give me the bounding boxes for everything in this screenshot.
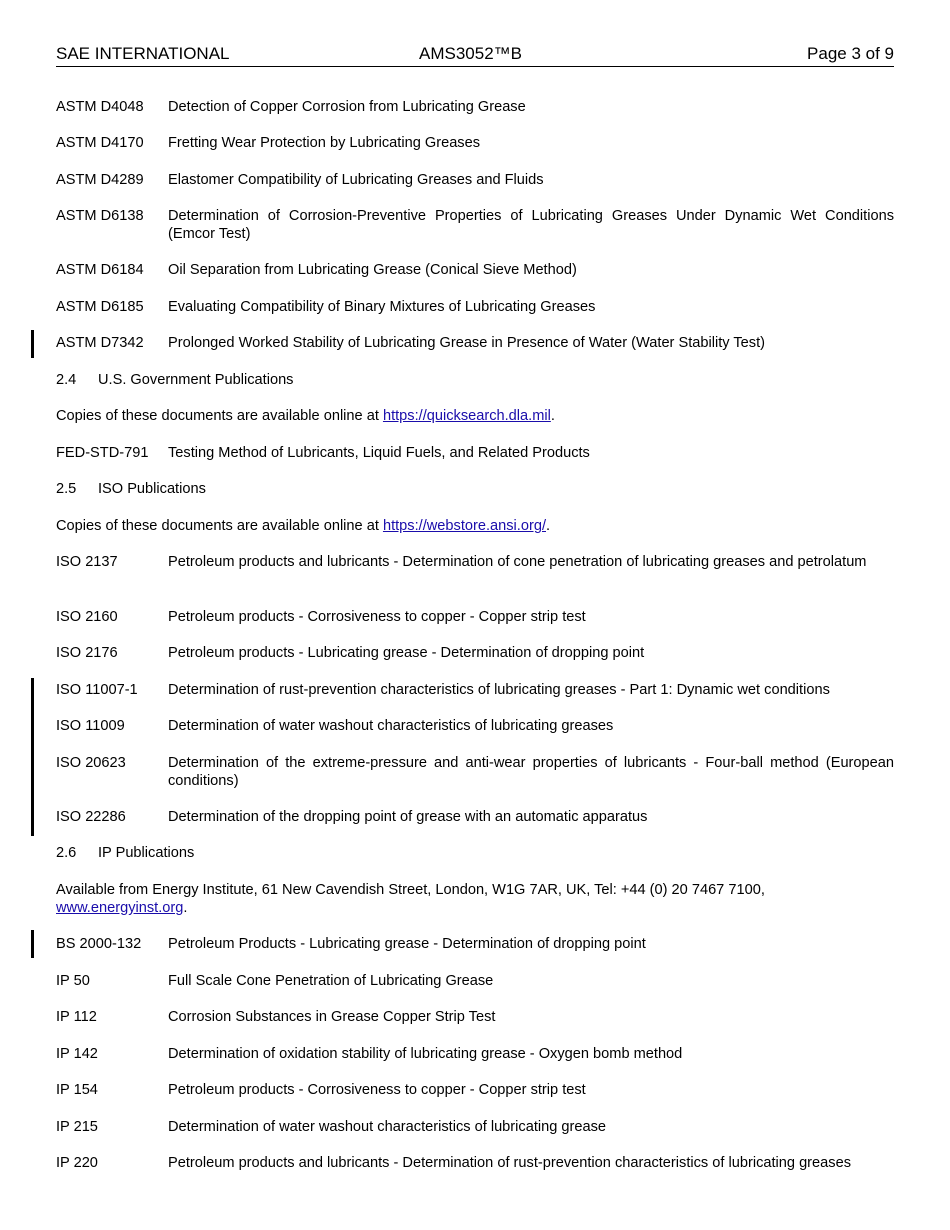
reference-code: ISO 11007-1 xyxy=(56,682,138,698)
reference-title: Petroleum products - Lubricating grease - Determination of dropping point xyxy=(168,645,645,661)
reference-code: ISO 22286 xyxy=(56,809,126,825)
reference-code: IP 50 xyxy=(56,973,90,989)
reference-code: ASTM D4289 xyxy=(56,172,144,188)
reference-title: Oil Separation from Lubricating Grease (Conical Sieve Method) xyxy=(168,262,577,278)
reference-code: IP 112 xyxy=(56,1009,97,1025)
reference-title: Elastomer Compatibility of Lubricating Greases and Fluids xyxy=(168,172,544,188)
reference-code: ISO 20623 xyxy=(56,755,126,771)
reference-title: Corrosion Substances in Grease Copper Strip Test xyxy=(168,1009,496,1025)
page-header xyxy=(56,44,894,67)
reference-title: Petroleum products and lubricants - Determination of rust-prevention characteristics of lubricating greases xyxy=(168,1155,851,1171)
reference-code: BS 2000-132 xyxy=(56,936,142,952)
reference-code: IP 154 xyxy=(56,1082,98,1098)
section-number: 2.5 xyxy=(56,481,77,497)
revision-bar xyxy=(31,930,34,958)
reference-title: Evaluating Compatibility of Binary Mixtures of Lubricating Greases xyxy=(168,299,596,315)
reference-code: ASTM D6138 xyxy=(56,208,144,224)
availability-paragraph xyxy=(56,881,894,917)
punctuation: . xyxy=(183,900,188,916)
availability-paragraph xyxy=(56,407,894,425)
header-organization: SAE INTERNATIONAL xyxy=(56,44,230,63)
revision-bar xyxy=(31,678,34,836)
ansi-webstore-link[interactable]: https://webstore.ansi.org/ xyxy=(382,518,546,534)
reference-title: Petroleum Products - Lubricating grease - Determination of dropping point xyxy=(168,936,646,952)
reference-code: ASTM D6185 xyxy=(56,299,144,315)
section-title: IP Publications xyxy=(98,845,195,861)
reference-title: Determination of oxidation stability of lubricating grease - Oxygen bomb method xyxy=(168,1046,683,1062)
reference-title: Determination of the dropping point of grease with an automatic apparatus xyxy=(168,809,648,825)
availability-text: Copies of these documents are available online at xyxy=(56,408,383,424)
section-number: 2.4 xyxy=(56,372,77,388)
reference-code: ASTM D4048 xyxy=(56,99,144,115)
reference-title: Prolonged Worked Stability of Lubricating Grease in Presence of Water (Water Stability Test) xyxy=(168,335,765,351)
reference-code: ASTM D6184 xyxy=(56,262,144,278)
reference-title: Testing Method of Lubricants, Liquid Fuels, and Related Products xyxy=(168,445,590,461)
punctuation: . xyxy=(546,518,551,534)
reference-title: Determination of water washout characteristics of lubricating greases xyxy=(168,718,614,734)
reference-title: Fretting Wear Protection by Lubricating Greases xyxy=(168,135,481,151)
section-title: U.S. Government Publications xyxy=(98,372,294,388)
dla-quicksearch-link[interactable]: https://quicksearch.dla.mil xyxy=(382,408,551,424)
reference-title: Determination of Corrosion-Preventive Properties of Lubricating Greases Under Dynamic Wet Conditions (Emcor Test) xyxy=(168,208,894,242)
reference-code: ASTM D4170 xyxy=(56,135,144,151)
availability-text: Available from Energy Institute, 61 New Cavendish Street, London, W1G 7AR, UK, Tel: +44 (0) 20 7467 7100, xyxy=(56,882,765,898)
section-title: ISO Publications xyxy=(98,481,206,497)
reference-code: FED-STD-791 xyxy=(56,445,149,461)
reference-title: Determination of water washout characteristics of lubricating grease xyxy=(168,1119,607,1135)
reference-code: IP 220 xyxy=(56,1155,98,1171)
reference-title: Full Scale Cone Penetration of Lubricating Grease xyxy=(168,973,494,989)
availability-text: Copies of these documents are available online at xyxy=(56,518,383,534)
reference-code: IP 215 xyxy=(56,1119,98,1135)
reference-title: Petroleum products - Corrosiveness to copper - Copper strip test xyxy=(168,1082,586,1098)
reference-code: ISO 2160 xyxy=(56,609,118,625)
header-document-id: AMS3052™B xyxy=(419,44,522,63)
reference-code: ISO 2137 xyxy=(56,554,118,570)
energy-institute-link[interactable]: www.energyinst.org xyxy=(56,900,184,916)
section-number: 2.6 xyxy=(56,845,77,861)
reference-code: ISO 2176 xyxy=(56,645,118,661)
reference-title: Determination of the extreme-pressure and anti-wear properties of lubricants - Four-ball method (European conditions) xyxy=(168,755,894,789)
punctuation: . xyxy=(550,408,555,424)
revision-bar xyxy=(31,330,34,358)
reference-title: Petroleum products and lubricants - Determination of cone penetration of lubricating greases and petrolatum xyxy=(168,554,867,570)
reference-code: ISO 11009 xyxy=(56,718,125,734)
header-page-number: Page 3 of 9 xyxy=(807,44,894,63)
availability-paragraph xyxy=(56,517,894,535)
reference-title: Petroleum products - Corrosiveness to copper - Copper strip test xyxy=(168,609,586,625)
reference-title: Detection of Copper Corrosion from Lubricating Grease xyxy=(168,99,526,115)
reference-code: IP 142 xyxy=(56,1046,98,1062)
reference-code: ASTM D7342 xyxy=(56,335,144,351)
reference-title: Determination of rust-prevention characteristics of lubricating greases - Part 1: Dynamic wet conditions xyxy=(168,682,830,698)
